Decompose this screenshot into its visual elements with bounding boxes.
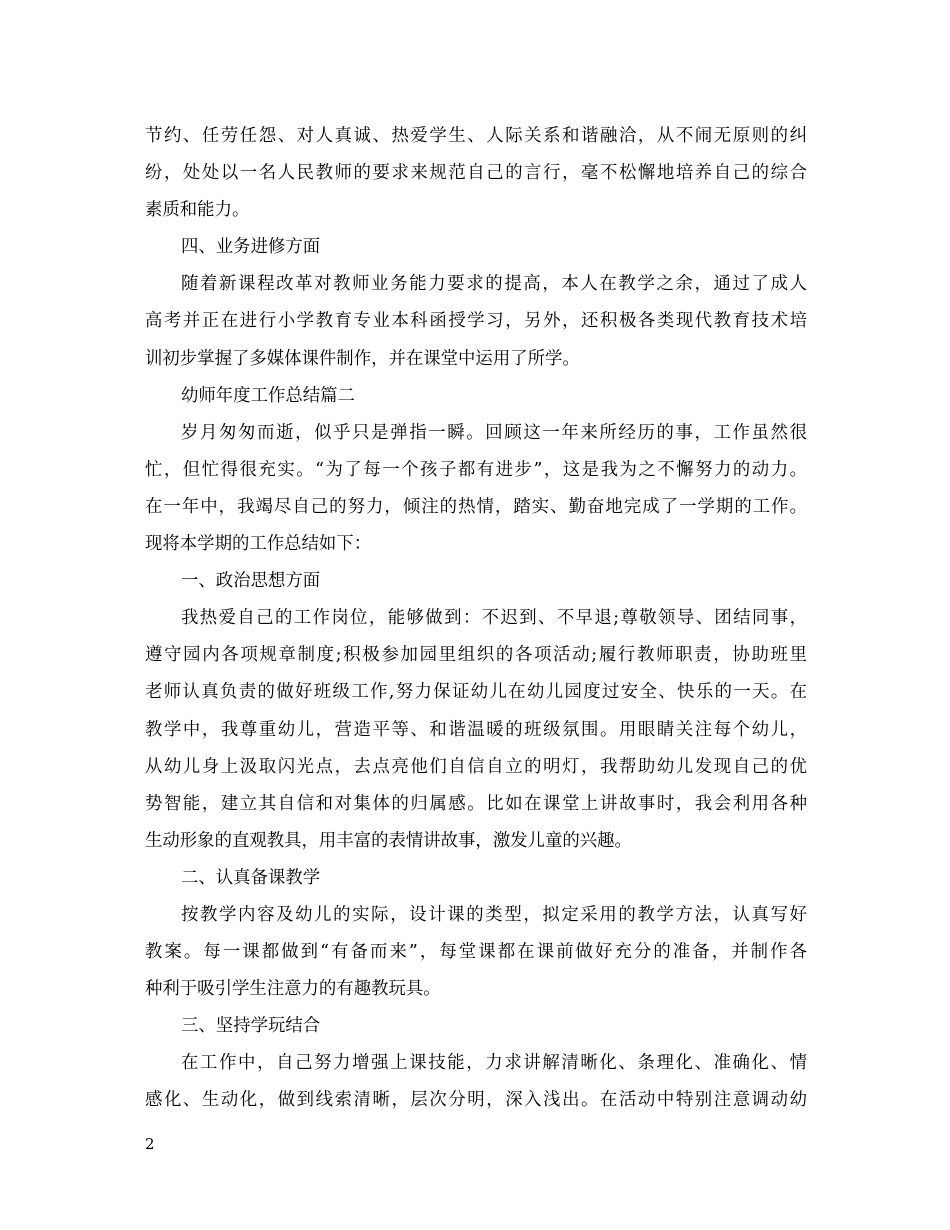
paragraph-line-indented: 二、认真备课教学 [181,867,321,888]
paragraph-line-indented: 随着新课程改革对教师业务能力要求的提高，本人在教学之余，通过了成人 [181,274,807,295]
paragraph-line: 纷，处处以一名人民教师的要求来规范自己的言行，毫不松懈地培养自己的综合 [145,163,807,184]
paragraph-line: 种利于吸引学生注意力的有趣教玩具。 [145,979,441,1000]
paragraph-line: 从幼儿身上汲取闪光点，去点亮他们自信自立的明灯，我帮助幼儿发现自己的优 [145,756,807,777]
paragraph-line: 感化、生动化，做到线索清晰，层次分明，深入浅出。在活动中特别注意调动幼 [145,1090,807,1111]
paragraph-line-indented: 我热爱自己的工作岗位，能够做到：不迟到、不早退;尊敬领导、团结同事， [181,608,807,629]
paragraph-line: 高考并正在进行小学教育专业本科函授学习，另外，还积极各类现代教育技术培 [145,311,807,332]
document-body [145,118,807,1120]
paragraph-line: 遵守园内各项规章制度;积极参加园里组织的各项活动;履行教师职责，协助班里 [145,645,807,666]
paragraph-line: 训初步掌握了多媒体课件制作，并在课堂中运用了所学。 [145,348,580,369]
paragraph-line: 现将本学期的工作总结如下： [145,534,372,555]
paragraph-line-indented: 幼师年度工作总结篇二 [181,385,355,406]
paragraph-line: 忙，但忙得很充实。“为了每一个孩子都有进步”，这是我为之不懈努力的动力。 [145,459,807,480]
page-number: 2 [145,1135,155,1153]
paragraph-line-indented: 一、政治思想方面 [181,571,321,592]
paragraph-line: 教学中，我尊重幼儿，营造平等、和谐温暖的班级氛围。用眼睛关注每个幼儿， [145,719,807,740]
paragraph-line: 在一年中，我竭尽自己的努力，倾注的热情，踏实、勤奋地完成了一学期的工作。 [145,496,807,517]
paragraph-line-indented: 岁月匆匆而逝，似乎只是弹指一瞬。回顾这一年来所经历的事，工作虽然很 [181,422,807,443]
paragraph-line: 生动形象的直观教具，用丰富的表情讲故事，激发儿童的兴趣。 [145,830,632,851]
paragraph-line: 素质和能力。 [145,200,250,221]
paragraph-line: 节约、任劳任怨、对人真诚、热爱学生、人际关系和谐融洽，从不闹无原则的纠 [145,126,807,146]
paragraph-line-indented: 在工作中，自己努力增强上课技能，力求讲解清晰化、条理化、准确化、情 [181,1053,807,1074]
paragraph-line-indented: 三、坚持学玩结合 [181,1016,321,1037]
paragraph-line: 教案。每一课都做到“有备而来”，每堂课都在课前做好充分的准备，并制作各 [145,942,807,963]
paragraph-line: 势智能，建立其自信和对集体的归属感。比如在课堂上讲故事时，我会利用各种 [145,793,807,814]
paragraph-line: 老师认真负责的做好班级工作,努力保证幼儿在幼儿园度过安全、快乐的一天。在 [145,682,807,703]
paragraph-line-indented: 按教学内容及幼儿的实际，设计课的类型，拟定采用的教学方法，认真写好 [181,904,807,925]
paragraph-line-indented: 四、业务进修方面 [181,237,321,258]
